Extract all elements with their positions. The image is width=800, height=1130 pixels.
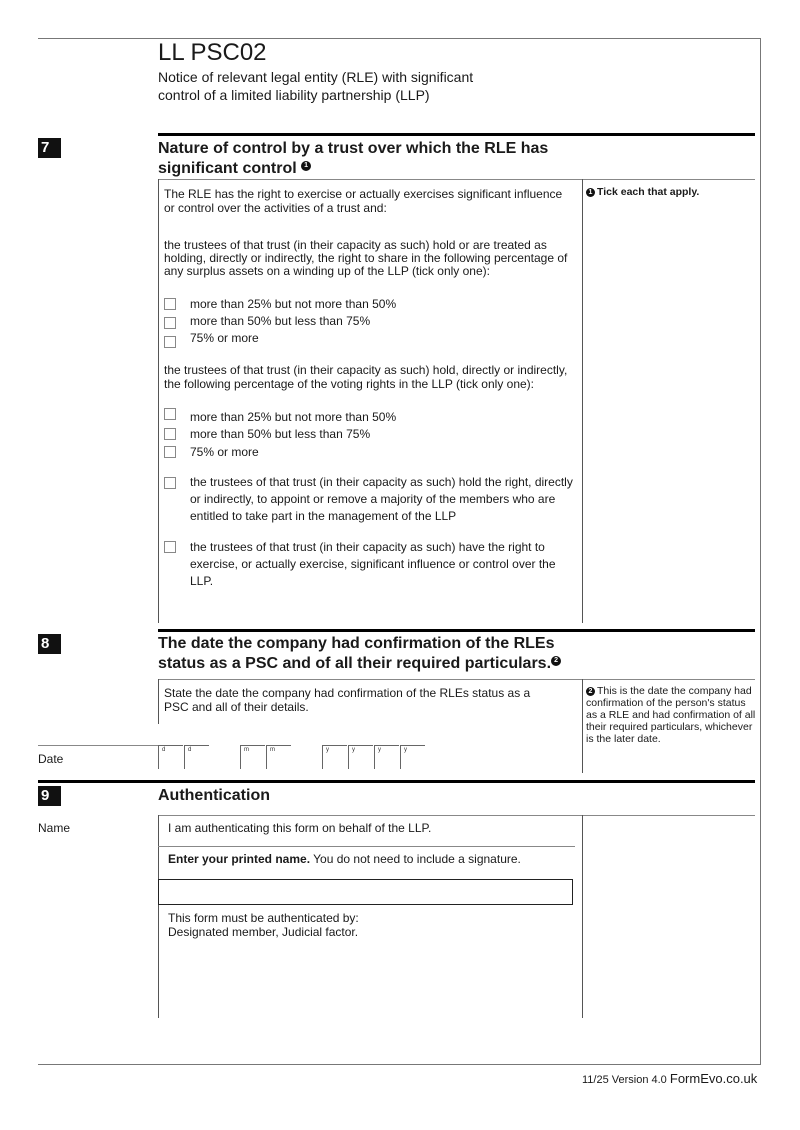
voting-25-50-checkbox[interactable] bbox=[164, 408, 176, 420]
voting-75-label: 75% or more bbox=[190, 445, 259, 459]
date-label: Date bbox=[38, 752, 64, 766]
printed-name-input[interactable] bbox=[158, 879, 573, 905]
section-8-box-top bbox=[158, 679, 755, 680]
form-subtitle: Notice of relevant legal entity (RLE) with significant control of a limited liability partnership (LLP) bbox=[158, 69, 474, 103]
note-marker-2-icon: 2 bbox=[551, 656, 561, 666]
note-marker-2-icon: 2 bbox=[586, 687, 595, 696]
form-code: LL PSC02 bbox=[158, 39, 267, 66]
surplus-75-label: 75% or more bbox=[190, 331, 259, 345]
name-label: Name bbox=[38, 821, 71, 835]
section-7-rule bbox=[158, 133, 755, 136]
surplus-intro: the trustees of that trust (in their capacity as such) hold or are treated as holding, directly or indirectly, the right to share in the following percentage of any surplus assets on a winding up of the LLP (tick only one): bbox=[164, 238, 568, 278]
voting-25-50-label: more than 25% but not more than 50% bbox=[190, 410, 397, 424]
date-month-1[interactable]: m bbox=[240, 745, 265, 769]
surplus-25-50-label: more than 25% but not more than 50% bbox=[190, 297, 397, 311]
section-9-box-divider bbox=[582, 815, 583, 1018]
date-month-2[interactable]: m bbox=[266, 745, 291, 769]
section-8-instruction: State the date the company had confirmation of the RLEs status as a PSC and all of their details. bbox=[164, 686, 531, 714]
note-marker-1-icon: 1 bbox=[301, 161, 311, 171]
surplus-25-50-checkbox[interactable] bbox=[164, 298, 176, 310]
surplus-50-75-label: more than 50% but less than 75% bbox=[190, 314, 371, 328]
right-border bbox=[760, 38, 761, 1065]
section-8-number: 8 bbox=[38, 634, 61, 654]
date-label-rule bbox=[38, 745, 158, 746]
section-8-box-divider bbox=[582, 679, 583, 773]
voting-50-75-checkbox[interactable] bbox=[164, 428, 176, 440]
section-9-box-top bbox=[158, 815, 755, 816]
section-8-rule bbox=[158, 629, 755, 632]
printed-name-instruction: Enter your printed name. You do not need to include a signature. bbox=[168, 852, 521, 866]
date-year-3[interactable]: y bbox=[374, 745, 399, 769]
date-day-1[interactable]: d bbox=[158, 745, 183, 769]
date-year-2[interactable]: y bbox=[348, 745, 373, 769]
section-8-heading: The date the company had confirmation of the RLEs status as a PSC and of all their required particulars. 2 bbox=[158, 634, 561, 674]
footer bbox=[582, 1071, 757, 1086]
date-year-4[interactable]: y bbox=[400, 745, 425, 769]
significant-influence-checkbox[interactable] bbox=[164, 541, 176, 553]
section-7-intro: The RLE has the right to exercise or actually exercises significant influence or control over the activities of a trust and: bbox=[164, 187, 563, 215]
date-year-1[interactable]: y bbox=[322, 745, 347, 769]
authentication-statement: I am authenticating this form on behalf of the LLP. bbox=[168, 821, 432, 835]
note-marker-1-icon: 1 bbox=[586, 188, 595, 197]
significant-influence-label: the trustees of that trust (in their capacity as such) have the right to exercise, or actually exercise, significant influence or control over the LLP. bbox=[190, 540, 556, 588]
section-7-number: 7 bbox=[38, 138, 61, 158]
voting-50-75-label: more than 50% but less than 75% bbox=[190, 427, 371, 441]
section-7-box-divider bbox=[582, 179, 583, 623]
bottom-border bbox=[38, 1064, 761, 1065]
surplus-75-checkbox[interactable] bbox=[164, 336, 176, 348]
voting-intro: the trustees of that trust (in their capacity as such) hold, directly or indirectly, the following percentage of the voting rights in the LLP (tick only one): bbox=[164, 363, 568, 391]
appoint-remove-checkbox[interactable] bbox=[164, 477, 176, 489]
surplus-50-75-checkbox[interactable] bbox=[164, 317, 176, 329]
section-9-number: 9 bbox=[38, 786, 61, 806]
section-9-heading: Authentication bbox=[158, 787, 270, 804]
voting-75-checkbox[interactable] bbox=[164, 446, 176, 458]
footer-brand: FormEvo.co.uk bbox=[669, 1071, 758, 1086]
section-7-box-top bbox=[158, 179, 755, 180]
appoint-remove-label: the trustees of that trust (in their capacity as such) hold the right, directly or indirectly, to appoint or remove a majority of the members who are entitled to take part in the management of the LLP bbox=[190, 475, 573, 523]
section-7-box-left bbox=[158, 179, 159, 623]
section-9-rule bbox=[38, 780, 755, 783]
section-8-box-left bbox=[158, 679, 159, 724]
footer-version: 11/25 Version 4.0 bbox=[582, 1074, 667, 1086]
section-7-note: 1 Tick each that apply. bbox=[586, 186, 754, 198]
top-border bbox=[38, 38, 761, 39]
section-7-heading: Nature of control by a trust over which the RLE has significant control 1 bbox=[158, 140, 549, 177]
printed-name-rule bbox=[158, 846, 575, 847]
authenticated-by: This form must be authenticated by: Designated member, Judicial factor. bbox=[168, 911, 359, 939]
date-day-2[interactable]: d bbox=[184, 745, 209, 769]
section-8-note: 2 This is the date the company had confirmation of the person's status as a RLE and had confirmation of all their required particulars, whichever is the later date. bbox=[586, 685, 756, 745]
